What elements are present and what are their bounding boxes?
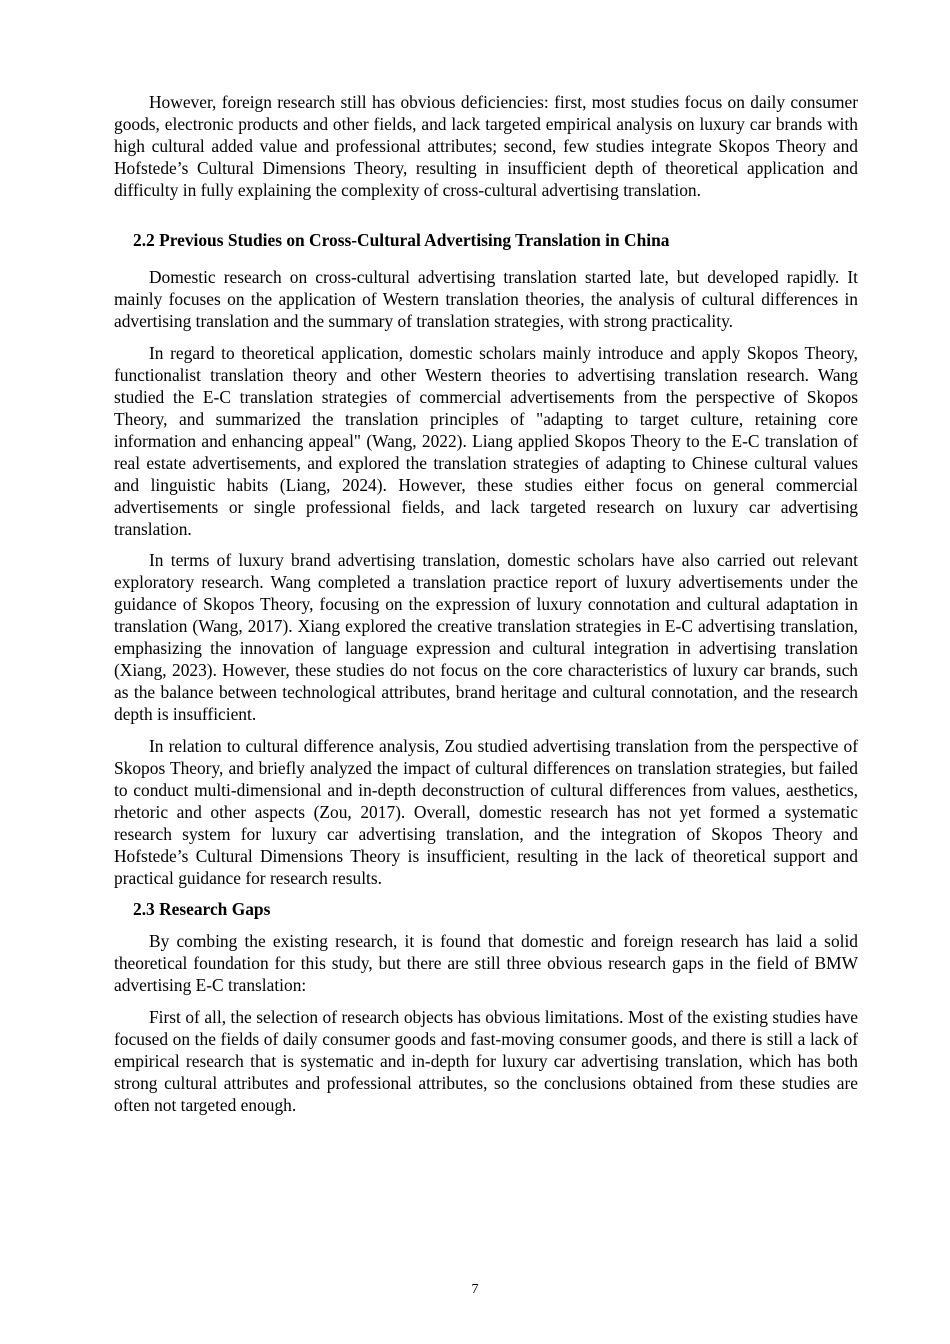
section-heading-2-3: 2.3 Research Gaps — [133, 899, 271, 919]
section-2-2-paragraph-3: In terms of luxury brand advertising translation, domestic scholars have also carried out relevant exploratory research. Wang completed a translation practice report of luxury advertisements under the guidance of Skopos Theory, focusing on the expression of luxury connotation and cultural adaptation in translation (Wang, 2017). Xiang explored the creative translation strategies in E-C advertising translation, emphasizing the innovation of language expression and cultural integration in advertising translation (Xiang, 2023). However, these studies do not focus on the core characteristics of luxury car brands, such as the balance between technological attributes, brand heritage and cultural connotation, and the research depth is insufficient. — [114, 550, 858, 724]
document-page — [114, 91, 858, 1125]
section-2-2-paragraph-2: In regard to theoretical application, domestic scholars mainly introduce and apply Skopos Theory, functionalist translation theory and other Western theories to advertising translation research. Wang studied the E-C translation strategies of commercial advertisements from the perspective of Skopos Theory, and summarized the translation principles of "adapting to target culture, retaining core information and enhancing appeal" (Wang, 2022). Liang applied Skopos Theory to the E-C translation of real estate advertisements, and explored the translation strategies of adapting to Chinese cultural values and linguistic habits (Liang, 2024). However, these studies either focus on general commercial advertisements or single professional fields, and lack targeted research on luxury car advertising translation. — [114, 342, 858, 539]
section-2-2-paragraph-1: Domestic research on cross-cultural advertising translation started late, but developed rapidly. It mainly focuses on the application of Western translation theories, the analysis of cultural differences in advertising translation and the summary of translation strategies, with strong practicality. — [114, 267, 858, 331]
page-number: 7 — [471, 1282, 479, 1297]
section-2-2-paragraph-4: In relation to cultural difference analysis, Zou studied advertising translation from the perspective of Skopos Theory, and briefly analyzed the impact of cultural differences on translation strategies, but failed to conduct multi-dimensional and in-depth deconstruction of cultural differences from values, aesthetics, rhetoric and other aspects (Zou, 2017). Overall, domestic research has not yet formed a systematic research system for luxury car advertising translation, and the integration of Skopos Theory and Hofstede’s Cultural Dimensions Theory is insufficient, resulting in the lack of theoretical support and practical guidance for research results. — [114, 735, 858, 888]
section-2-3-paragraph-1: By combing the existing research, it is found that domestic and foreign research has laid a solid theoretical foundation for this study, but there are still three obvious research gaps in the field of BMW advertising E-C translation: — [114, 931, 858, 995]
section-heading-2-2: 2.2 Previous Studies on Cross-Cultural Advertising Translation in China — [133, 230, 670, 250]
section-2-3-paragraph-2: First of all, the selection of research objects has obvious limitations. Most of the existing studies have focused on the fields of daily consumer goods and fast-moving consumer goods, and there is still a lack of empirical research that is systematic and in-depth for luxury car advertising translation, which has both strong cultural attributes and professional attributes, so the conclusions obtained from these studies are often not targeted enough. — [114, 1006, 858, 1115]
intro-paragraph: However, foreign research still has obvious deficiencies: first, most studies focus on daily consumer goods, electronic products and other fields, and lack targeted empirical analysis on luxury car brands with high cultural added value and professional attributes; second, few studies integrate Skopos Theory and Hofstede’s Cultural Dimensions Theory, resulting in insufficient depth of theoretical application and difficulty in fully explaining the complexity of cross-cultural advertising translation. — [114, 92, 858, 200]
